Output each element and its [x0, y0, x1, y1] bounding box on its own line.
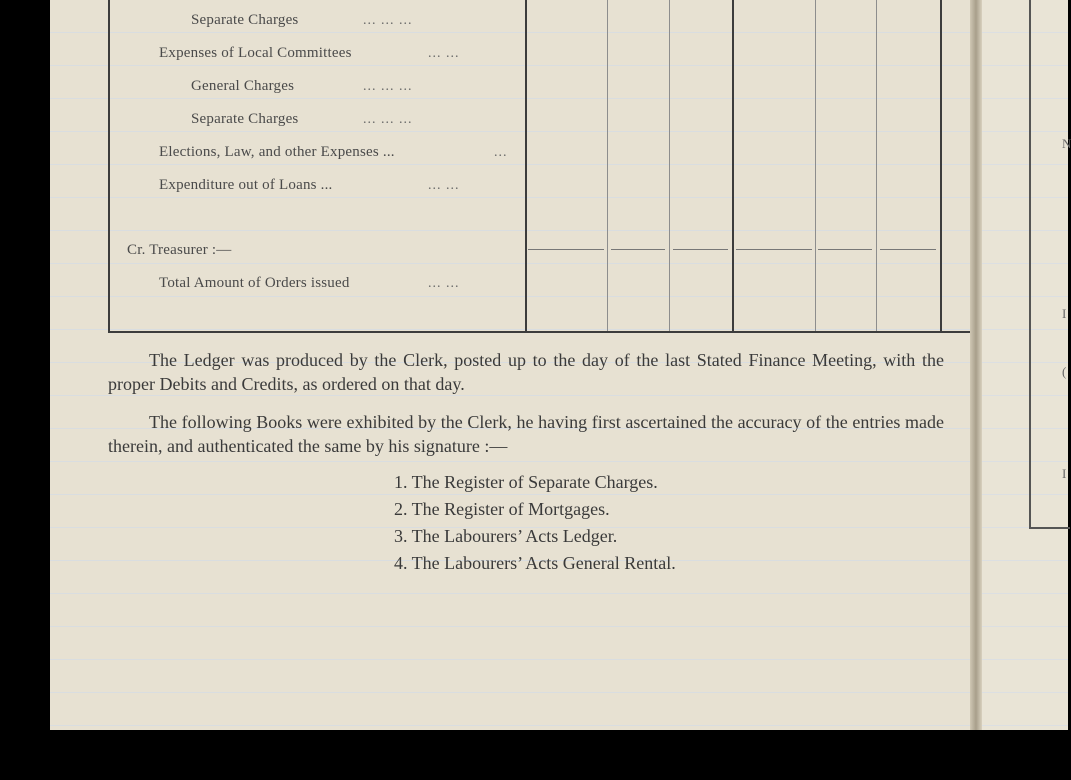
row-label-total-orders: Total Amount of Orders issued	[159, 275, 350, 291]
facing-page-letter: (	[1062, 364, 1067, 379]
facing-table-bottom-rule	[1030, 527, 1070, 529]
facing-page	[982, 0, 1071, 730]
leader-dots: ... ...	[428, 46, 460, 61]
subtotal-tick	[880, 249, 936, 250]
subtotal-tick	[818, 249, 872, 250]
row-label-general-charges: General Charges	[191, 78, 295, 94]
table-label-column-rule	[525, 0, 527, 333]
row-label-elections-law: Elections, Law, and other Expenses ...	[159, 144, 395, 160]
ledger-produced-paragraph: The Ledger was produced by the Clerk, posted up to the day of the last Stated Finance Meeting, with the proper Debits and Credits, as ordered on that day.	[108, 350, 944, 394]
row-label-cr-treasurer: Cr. Treasurer :—	[127, 242, 232, 258]
subtotal-tick	[673, 249, 728, 250]
ledger-page	[50, 0, 974, 730]
facing-page-letter: I	[1062, 306, 1067, 321]
table-bottom-rule	[108, 331, 993, 333]
book-item: 1. The Register of Separate Charges.	[394, 472, 658, 492]
leader-dots: ... ...	[428, 276, 460, 291]
amount-column-rule	[669, 0, 670, 333]
leader-dots: ...	[494, 145, 508, 160]
facing-table-rule	[1029, 0, 1031, 529]
amount-column-rule	[607, 0, 608, 333]
books-exhibited-paragraph: The following Books were exhibited by the Clerk, he having first ascertained the accuracy of the entries made therein, and authenticated the same by his signature :—	[108, 412, 944, 456]
table-right-rule	[940, 0, 942, 333]
amount-group-rule	[732, 0, 734, 333]
book-item: 2. The Register of Mortgages.	[394, 499, 610, 519]
facing-page-letter: N	[1062, 136, 1071, 151]
row-label-separate-charges: Separate Charges	[191, 12, 299, 28]
book-gutter	[970, 0, 982, 730]
row-label-expenditure-loans: Expenditure out of Loans ...	[159, 177, 333, 193]
row-label-local-committees: Expenses of Local Committees	[159, 45, 352, 61]
book-item: 3. The Labourers’ Acts Ledger.	[394, 526, 618, 546]
row-label-separate-charges: Separate Charges	[191, 111, 299, 127]
subtotal-tick	[611, 249, 665, 250]
subtotal-tick	[736, 249, 812, 250]
leader-dots: ... ...	[428, 178, 460, 193]
leader-dots: ... ... ...	[363, 112, 413, 127]
book-item: 4. The Labourers’ Acts General Rental.	[394, 553, 676, 573]
leader-dots: ... ... ...	[363, 13, 413, 28]
amount-column-rule	[815, 0, 816, 333]
leader-dots: ... ... ...	[363, 79, 413, 94]
table-left-rule	[108, 0, 110, 333]
subtotal-tick	[528, 249, 604, 250]
amount-column-rule	[876, 0, 877, 333]
facing-page-letter: I	[1062, 466, 1067, 481]
